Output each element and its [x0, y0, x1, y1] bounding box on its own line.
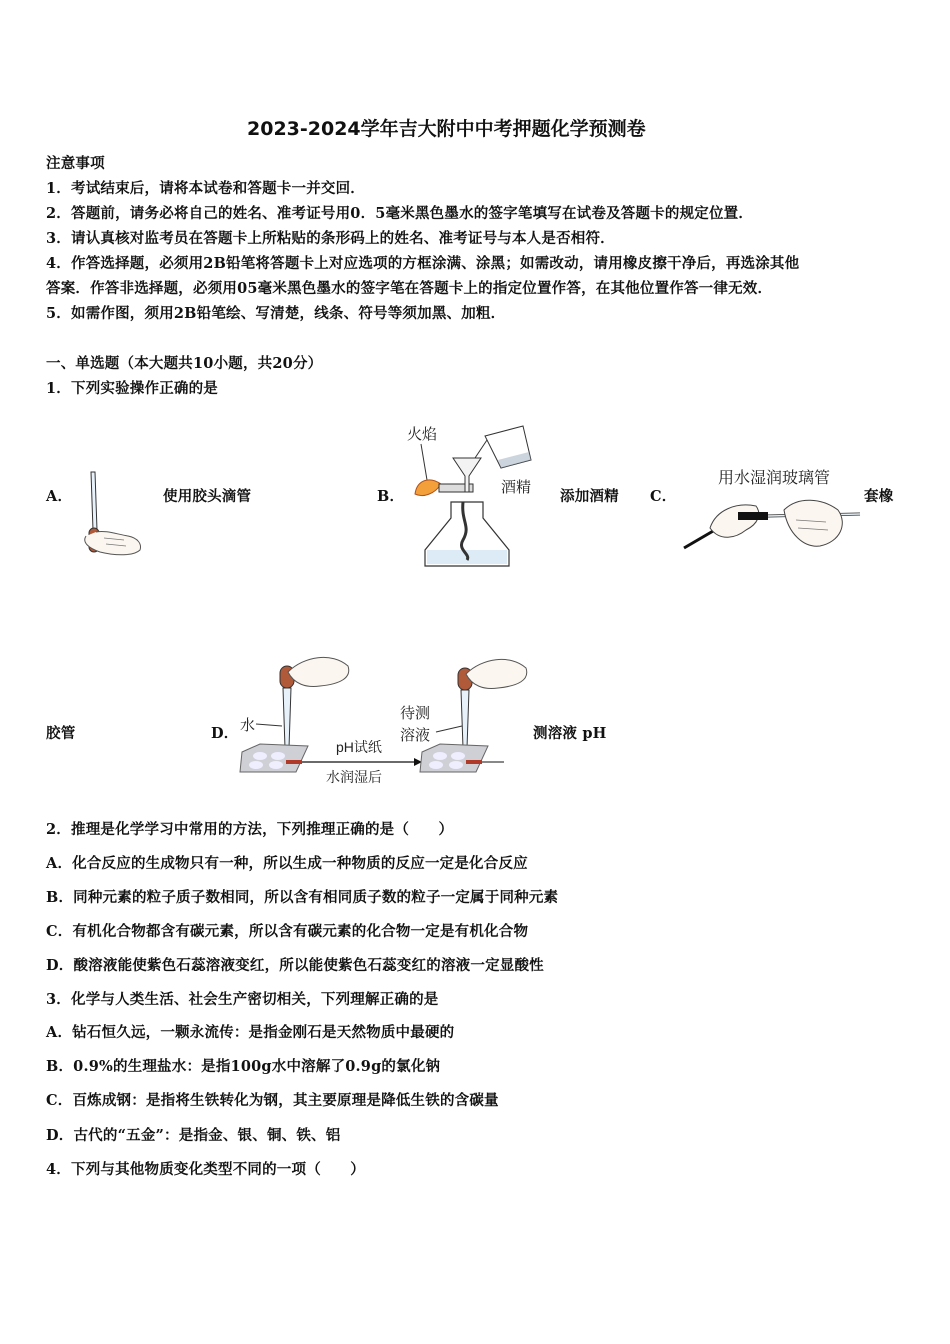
notice-item-4: 4．作答选择题，必须用2B铅笔将答题卡上对应选项的方框涂满、涂黑；如需改动，请用橡皮擦干净后，再选涂其他 [46, 255, 800, 272]
wet-label: 水润湿后 [326, 769, 382, 785]
q3-option-c: C．百炼成钢：是指将生铁转化为钢，其主要原理是降低生铁的含碳量 [46, 1092, 499, 1109]
question-1-stem: 1．下列实验操作正确的是 [46, 380, 218, 397]
question-4-stem: 4．下列与其他物质变化类型不同的一项（ ） [46, 1161, 365, 1178]
q1-option-c-label: C． [650, 488, 677, 505]
q2-option-c: C．有机化合物都含有碳元素，所以含有碳元素的化合物一定是有机化合物 [46, 923, 529, 940]
page-title: 2023-2024学年吉大附中中考押题化学预测卷 [247, 118, 646, 140]
notice-heading: 注意事项 [46, 155, 105, 172]
q1-option-c-text-cont: 胶管 [46, 725, 76, 742]
q3-option-d: D．古代的“五金”：是指金、银、铜、铁、铝 [46, 1127, 341, 1144]
q1-option-a-text: 使用胶头滴管 [163, 488, 252, 505]
water-label: 水 [240, 717, 256, 734]
q1-option-b-text: 添加酒精 [560, 488, 619, 505]
notice-item-2: 2．答题前，请务必将自己的姓名、准考证号用0．5毫米黑色墨水的签字笔填写在试卷及答题卡的规定位置． [46, 205, 754, 222]
flame-label: 火焰 [407, 426, 438, 443]
alcohol-label: 酒精 [501, 479, 532, 496]
q1-option-d-label: D． [211, 725, 239, 742]
q1-option-b-label: B． [377, 488, 405, 505]
alcohol-lamp-figure [405, 422, 540, 572]
sample-label-1: 待测 [400, 705, 431, 722]
ph-paper-label: pH试纸 [336, 739, 382, 755]
question-3-stem: 3．化学与人类生活、社会生产密切相关，下列理解正确的是 [46, 991, 439, 1008]
question-2-stem: 2．推理是化学学习中常用的方法，下列推理正确的是（ ） [46, 821, 454, 838]
notice-item-1: 1．考试结束后，请将本试卷和答题卡一并交回． [46, 180, 365, 197]
q2-option-d: D．酸溶液能使紫色石蕊溶液变红，所以能使紫色石蕊变红的溶液一定显酸性 [46, 957, 544, 974]
q1-option-c-text: 套橡 [864, 488, 894, 505]
ph-test-figure [236, 652, 536, 787]
notice-item-3: 3．请认真核对监考员在答题卡上所粘贴的条形码上的姓名、准考证号与本人是否相符． [46, 230, 615, 247]
q1-option-d-text: 测溶液 pH [533, 725, 607, 742]
section-heading: 一、单选题（本大题共10小题，共20分） [46, 355, 323, 372]
notice-item-5: 5．如需作图，须用2B铅笔绘、写清楚，线条、符号等须加黑、加粗． [46, 305, 506, 322]
q2-option-b: B．同种元素的粒子质子数相同，所以含有相同质子数的粒子一定属于同种元素 [46, 889, 559, 906]
notice-item-4-cont: 答案．作答非选择题，必须用05毫米黑色墨水的签字笔在答题卡上的指定位置作答，在其他位置作答一律无效． [46, 280, 773, 297]
glass-tube-caption: 用水湿润玻璃管 [718, 468, 831, 487]
q1-option-a-label: A． [46, 488, 73, 505]
q2-option-a: A．化合反应的生成物只有一种，所以生成一种物质的反应一定是化合反应 [46, 855, 528, 872]
rubber-tube-figure [680, 490, 865, 560]
sample-label-2: 溶液 [400, 727, 431, 744]
q3-option-b: B．0.9%的生理盐水：是指100g水中溶解了0.9g的氯化钠 [46, 1058, 441, 1075]
dropper-figure [76, 468, 146, 560]
q3-option-a: A．钻石恒久远，一颗永流传：是指金刚石是天然物质中最硬的 [46, 1024, 455, 1041]
